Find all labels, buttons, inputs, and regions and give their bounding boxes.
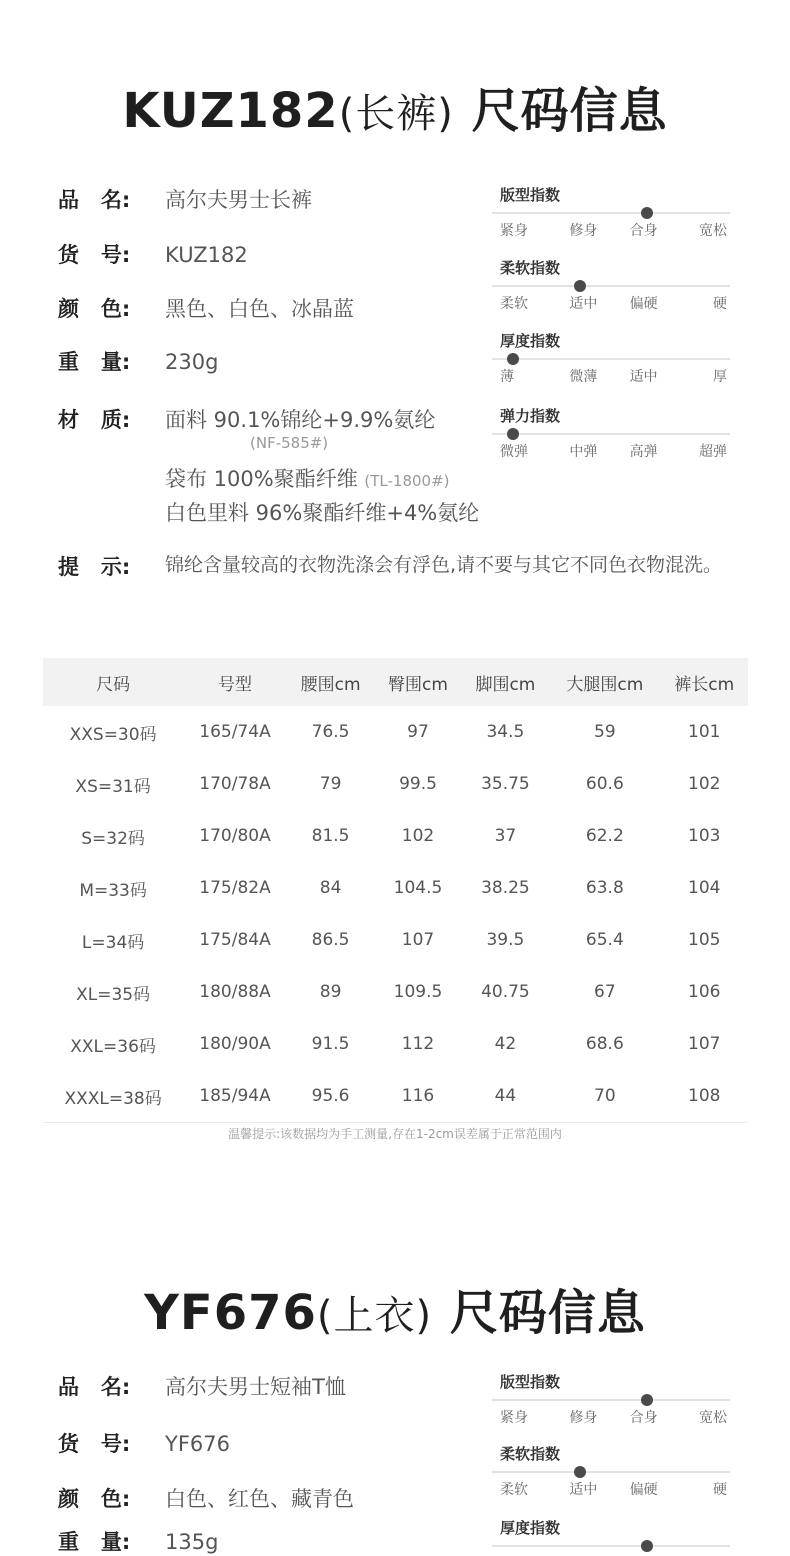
- index-dot: [507, 428, 519, 440]
- material-lining: 白色里料 96%聚酯纤维+4%氨纶: [165, 501, 480, 525]
- table-cell: 63.8: [585, 878, 624, 898]
- material-fabric: 面料 90.1%锦纶+9.9%氨纶: [165, 408, 436, 432]
- index-title: 版型指数: [500, 186, 561, 204]
- index-title: 柔软指数: [500, 259, 561, 277]
- table-cell: 107: [688, 1034, 721, 1054]
- index-dot: [641, 1540, 653, 1552]
- table-cell: 170/80A: [199, 826, 271, 846]
- table-cell: 42: [494, 1034, 517, 1054]
- index-dot: [641, 1394, 653, 1406]
- table-cell: 44: [462, 1070, 549, 1123]
- index-label: 超弹: [698, 444, 727, 460]
- table-cell: 38.25: [481, 878, 530, 898]
- title-model: YF676: [144, 1285, 317, 1341]
- table-cell: XL=35码: [76, 984, 151, 1005]
- table-cell: 79: [319, 774, 342, 794]
- index-label: 偏硬: [629, 1482, 658, 1498]
- info-row-color: [58, 293, 354, 323]
- index-label: 中弹: [569, 444, 598, 460]
- material-label: 材 质:: [58, 408, 131, 432]
- table-row: [43, 862, 748, 914]
- table-row: [43, 1018, 748, 1070]
- table-row: [43, 966, 748, 1018]
- color-label: 颜 色:: [58, 1487, 131, 1511]
- sku-value: YF676: [165, 1432, 230, 1456]
- title-category: (长裤): [338, 91, 454, 137]
- table-cell: 89: [319, 982, 342, 1002]
- table-cell: XS=31码: [75, 776, 151, 797]
- material-pocket-code: (TL-1800#): [364, 472, 450, 490]
- weight-label: 重 量:: [58, 1530, 131, 1554]
- title-tail: 尺码信息: [471, 83, 668, 139]
- index-label: 柔软: [500, 1482, 528, 1498]
- index-label: 硬: [712, 1482, 727, 1498]
- table-cell: L=34码: [81, 932, 145, 953]
- index-labels: [492, 220, 732, 240]
- info-row-sku: [58, 239, 248, 269]
- page-title-shirt: [0, 1274, 790, 1343]
- info-row-note: [58, 551, 165, 581]
- name-label: 品 名:: [58, 188, 131, 212]
- index-track: [492, 433, 730, 435]
- info-row-color: [58, 1483, 354, 1513]
- table-cell: 70: [549, 1070, 660, 1123]
- index-label: 微薄: [569, 369, 598, 385]
- index-softness: [492, 1443, 732, 1499]
- header-length: 裤长cm: [661, 658, 748, 706]
- index-labels: [492, 1407, 732, 1427]
- name-value: 高尔夫男士短袖T恤: [165, 1375, 346, 1399]
- index-label: 宽松: [698, 223, 727, 239]
- info-row-sku: [58, 1428, 230, 1458]
- table-cell: 180/90A: [199, 1034, 271, 1054]
- size-table: [43, 658, 748, 1123]
- info-row-name: [58, 184, 312, 214]
- index-label: 适中: [569, 296, 598, 312]
- index-title: 柔软指数: [500, 1445, 561, 1463]
- name-value: 高尔夫男士长裤: [165, 188, 312, 212]
- table-cell: 102: [688, 774, 721, 794]
- table-cell: 95.6: [287, 1070, 374, 1123]
- table-cell: 104.5: [393, 878, 443, 898]
- index-track: [492, 1545, 730, 1547]
- table-cell: 39.5: [486, 930, 525, 950]
- sku-label: 货 号:: [58, 243, 131, 267]
- table-cell: 97: [407, 722, 429, 742]
- index-label: 紧身: [500, 223, 528, 239]
- index-title: 厚度指数: [500, 1519, 561, 1537]
- index-label: 厚: [712, 369, 727, 385]
- index-track: [492, 1399, 730, 1401]
- table-cell: 60.6: [585, 774, 624, 794]
- name-label: 品 名:: [58, 1375, 131, 1399]
- index-thickness: [492, 1517, 732, 1553]
- table-cell: 116: [374, 1070, 461, 1123]
- table-cell: 180/88A: [199, 982, 271, 1002]
- index-label: 薄: [500, 369, 514, 385]
- table-cell: 84: [319, 878, 342, 898]
- table-cell: 68.6: [585, 1034, 624, 1054]
- index-label: 偏硬: [629, 296, 658, 312]
- color-value: 白色、红色、藏青色: [165, 1487, 354, 1511]
- index-fit: [492, 1371, 732, 1427]
- table-cell: 37: [494, 826, 517, 846]
- title-tail: 尺码信息: [449, 1285, 646, 1341]
- weight-label: 重 量:: [58, 350, 131, 374]
- table-cell: 35.75: [481, 774, 530, 794]
- index-label: 修身: [569, 223, 598, 239]
- header-thigh: 大腿围cm: [549, 658, 660, 706]
- table-cell: 107: [401, 930, 435, 950]
- measurement-note: 温馨提示:该数据均为手工测量,存在1-2cm误差属于正常范围内: [228, 1127, 562, 1141]
- table-cell: 91.5: [311, 1034, 350, 1054]
- index-title: 厚度指数: [500, 332, 561, 350]
- table-cell: 86.5: [311, 930, 350, 950]
- table-cell: 76.5: [311, 722, 350, 742]
- info-row-material: [58, 404, 165, 434]
- index-label: 宽松: [698, 1410, 727, 1426]
- table-cell: 101: [688, 722, 721, 742]
- table-cell: 175/84A: [199, 930, 271, 950]
- note-value: 锦纶含量较高的衣物洗涤会有浮色,请不要与其它不同色衣物混洗。: [165, 554, 723, 576]
- index-label: 修身: [569, 1410, 598, 1426]
- index-label: 适中: [629, 369, 658, 385]
- material-pocket: [165, 463, 450, 493]
- index-label: 硬: [712, 296, 727, 312]
- index-label: 合身: [629, 223, 658, 239]
- page-title-pants: [0, 72, 790, 141]
- index-labels: [492, 441, 732, 461]
- index-dot: [574, 1466, 586, 1478]
- table-cell: 40.75: [481, 982, 530, 1002]
- table-cell: M=33码: [79, 880, 147, 901]
- sku-value: KUZ182: [165, 243, 248, 267]
- header-hip: 臀围cm: [374, 658, 461, 706]
- index-softness: [492, 257, 732, 313]
- table-body: [43, 706, 748, 1123]
- material-fabric-code: (NF-585#): [250, 434, 329, 452]
- table-cell: 185/94A: [183, 1070, 287, 1123]
- table-cell: 109.5: [393, 982, 443, 1002]
- title-category: (上衣): [316, 1293, 433, 1339]
- index-label: 高弹: [629, 444, 658, 460]
- header-hem: 脚围cm: [462, 658, 549, 706]
- table-cell: 108: [661, 1070, 748, 1123]
- table-cell: 59: [594, 722, 616, 742]
- info-row-weight: [58, 1526, 218, 1556]
- table-cell: 106: [688, 982, 721, 1002]
- table-row: [43, 1070, 748, 1123]
- index-track: [492, 358, 730, 360]
- index-label: 合身: [629, 1410, 658, 1426]
- index-title: 弹力指数: [500, 407, 561, 425]
- table-cell: XXS=30码: [69, 724, 157, 745]
- index-dot: [641, 207, 653, 219]
- table-cell: XXXL=38码: [43, 1070, 183, 1123]
- color-value: 黑色、白色、冰晶蓝: [165, 297, 354, 321]
- material-pocket-text: 袋布 100%聚酯纤维: [165, 467, 358, 491]
- index-elasticity: [492, 405, 732, 461]
- table-cell: 105: [688, 930, 721, 950]
- table-cell: 103: [688, 826, 721, 846]
- header-waist: 腰围cm: [287, 658, 374, 706]
- table-cell: 65.4: [585, 930, 624, 950]
- weight-value: 135g: [165, 1530, 219, 1554]
- index-label: 适中: [569, 1482, 598, 1498]
- table-cell: 102: [401, 826, 435, 846]
- table-cell: 99.5: [399, 774, 437, 794]
- index-label: 紧身: [500, 1410, 528, 1426]
- table-cell: 104: [688, 878, 721, 898]
- index-label: 柔软: [500, 296, 528, 312]
- index-dot: [574, 280, 586, 292]
- table-row: [43, 758, 748, 810]
- note-label: 提 示:: [58, 555, 131, 579]
- table-cell: 62.2: [585, 826, 624, 846]
- info-row-weight: [58, 346, 218, 376]
- index-labels: [492, 293, 732, 313]
- weight-value: 230g: [165, 350, 219, 374]
- table-cell: 67: [594, 982, 616, 1002]
- index-track: [492, 212, 730, 214]
- header-size: 尺码: [43, 658, 183, 706]
- table-cell: XXL=36码: [70, 1036, 156, 1057]
- index-label: 微弹: [500, 444, 528, 460]
- table-row: [43, 810, 748, 862]
- index-track: [492, 285, 730, 287]
- table-cell: 175/82A: [199, 878, 271, 898]
- table-cell: 165/74A: [199, 722, 271, 742]
- index-labels: [492, 366, 732, 386]
- table-row: [43, 706, 748, 758]
- table-cell: 112: [401, 1034, 435, 1054]
- color-label: 颜 色:: [58, 297, 131, 321]
- index-thickness: [492, 330, 732, 386]
- table-header-row: [43, 658, 748, 706]
- table-cell: S=32码: [81, 828, 145, 849]
- info-row-name: [58, 1371, 346, 1401]
- table-row: [43, 914, 748, 966]
- index-labels: [492, 1479, 732, 1499]
- header-fit-code: 号型: [183, 658, 287, 706]
- table-cell: 81.5: [311, 826, 350, 846]
- table-cell: 34.5: [486, 722, 525, 742]
- index-title: 版型指数: [500, 1373, 561, 1391]
- title-model: KUZ182: [122, 83, 339, 139]
- index-fit: [492, 184, 732, 240]
- table-cell: 170/78A: [199, 774, 271, 794]
- index-track: [492, 1471, 730, 1473]
- sku-label: 货 号:: [58, 1432, 131, 1456]
- index-dot: [507, 353, 519, 365]
